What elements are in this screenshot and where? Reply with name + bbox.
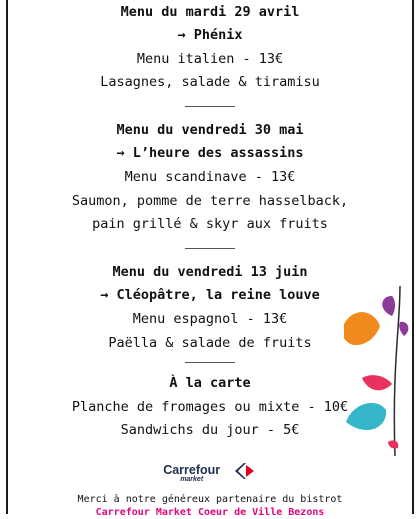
carrefour-logo-icon: [233, 462, 257, 484]
brand-name: Carrefour: [163, 462, 221, 477]
event2-film: → L’heure des assassins: [116, 145, 304, 161]
footer-thanks: Merci à notre généreux partenaire du bistrot: [77, 494, 343, 505]
brand-sub: market: [180, 475, 204, 483]
flower-teal: [346, 403, 386, 430]
partner-brand: [0, 462, 420, 484]
flower-pink: [362, 375, 392, 390]
flower-purple-small: [399, 322, 408, 336]
event2-dish-line2: pain grillé & skyr aux fruits: [92, 216, 328, 232]
flower-orange: [344, 312, 380, 345]
event1-dish: Lasagnes, salade & tiramisu: [100, 74, 320, 90]
event2-course: Menu scandinave - 13€: [124, 169, 296, 185]
event3-dish: Paëlla & salade de fruits: [108, 335, 312, 351]
event2-date: Menu du vendredi 30 mai: [116, 122, 304, 138]
carte-title: À la carte: [169, 375, 251, 391]
footer-partner: Carrefour Market Coeur de Ville Bezons: [95, 507, 325, 518]
flower-decoration-icon: [340, 286, 420, 456]
event1-course: Menu italien - 13€: [136, 51, 284, 67]
flower-pink-small: [388, 440, 398, 448]
event3-date: Menu du vendredi 13 juin: [112, 264, 308, 280]
event3-course: Menu espagnol - 13€: [132, 311, 288, 327]
divider: [185, 362, 235, 363]
event3-film: → Cléopâtre, la reine louve: [100, 287, 320, 303]
divider: [185, 248, 235, 249]
flower-purple: [382, 296, 395, 316]
event1-date: Menu du mardi 29 avril: [120, 4, 300, 20]
carte-item2: Sandwichs du jour - 5€: [120, 422, 300, 438]
carte-item1: Planche de fromages ou mixte - 10€: [71, 399, 349, 415]
divider: [185, 106, 235, 107]
event2-dish-line1: Saumon, pomme de terre hasselback,: [71, 193, 349, 209]
brand-wordmark: [163, 464, 220, 483]
event1-film: → Phénix: [177, 27, 243, 43]
